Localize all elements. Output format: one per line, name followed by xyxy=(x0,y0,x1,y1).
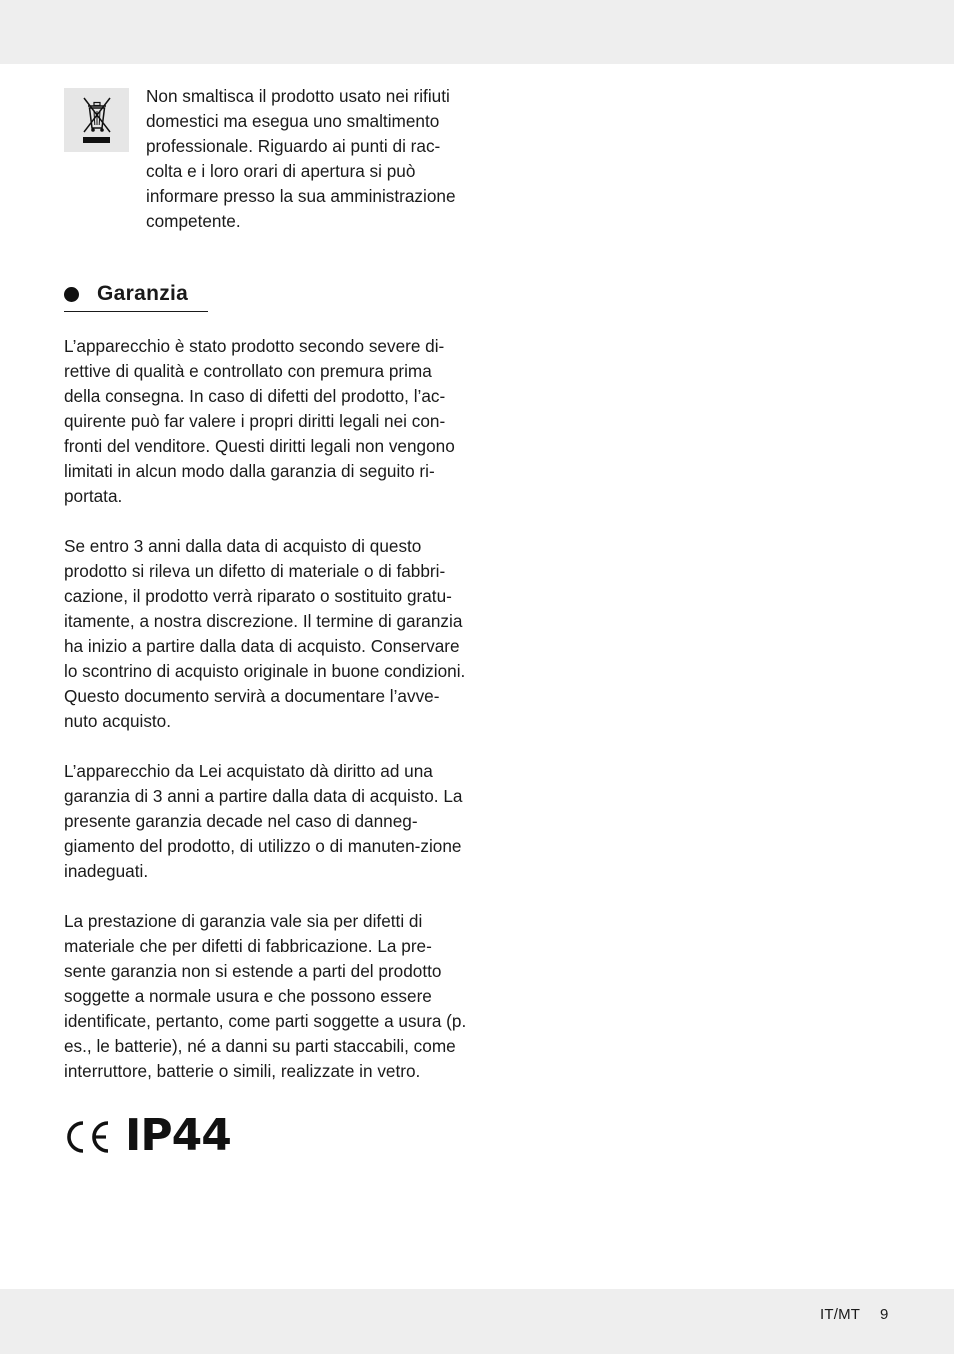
wheelie-bin-icon xyxy=(64,88,129,152)
warranty-paragraph: La prestazione di garanzia vale sia per difetti di materiale che per difetti di fabbricazione. La pre-sente garanzia non si estende a parti del prodotto soggette a normale usura e che possono essere identificate, pertanto, come parti soggette a usura (p. es., le batterie), né a danni su parti staccabili, come interruttore, batterie o simili, realizzate in vetro. xyxy=(64,911,467,1081)
disposal-icon xyxy=(64,88,129,152)
disposal-instructions: Non smaltisca il prodotto usato nei rifiuti domestici ma esegua uno smaltimento professionale. Riguardo ai punti di rac-colta e i loro orari di apertura si può informare presso la sua amministrazione competente. xyxy=(146,86,456,231)
ce-mark-icon xyxy=(64,1119,112,1160)
page-footer-band xyxy=(0,1289,954,1354)
page-header-band xyxy=(0,0,954,64)
section-heading-garanzia xyxy=(64,280,208,312)
ip-rating: IP44 xyxy=(125,1110,231,1161)
section-title: Garanzia xyxy=(97,282,189,305)
bullet-icon xyxy=(64,287,79,302)
footer-language-code: IT/MT xyxy=(820,1306,861,1323)
warranty-paragraph: L’apparecchio è stato prodotto secondo severe di-rettive di qualità e controllato con premura prima della consegna. In caso di difetti del prodotto, l’ac-quirente può far valere i propri diritti legali nei con-fronti del venditore. Questi diritti legali non vengono limitati in alcun modo dalla garanzia di seguito ri-portata. xyxy=(64,336,455,506)
page-number: 9 xyxy=(880,1306,889,1323)
warranty-paragraph: Se entro 3 anni dalla data di acquisto di questo prodotto si rileva un difetto di materiale o di fabbri-cazione, il prodotto verrà riparato o sostituito gratu-itamente, a nostra discrezione. Il termine di garanzia ha inizio a partire dalla data di acquisto. Conservare lo scontrino di acquisto originale in buone condizioni. Questo documento servirà a documentare l’avve-nuto acquisto. xyxy=(64,536,466,731)
warranty-paragraph: L’apparecchio da Lei acquistato dà diritto ad una garanzia di 3 anni a partire dalla data di acquisto. La presente garanzia decade nel caso di danneg-giamento del prodotto, di utilizzo o di manuten-zione inadeguati. xyxy=(64,761,463,881)
